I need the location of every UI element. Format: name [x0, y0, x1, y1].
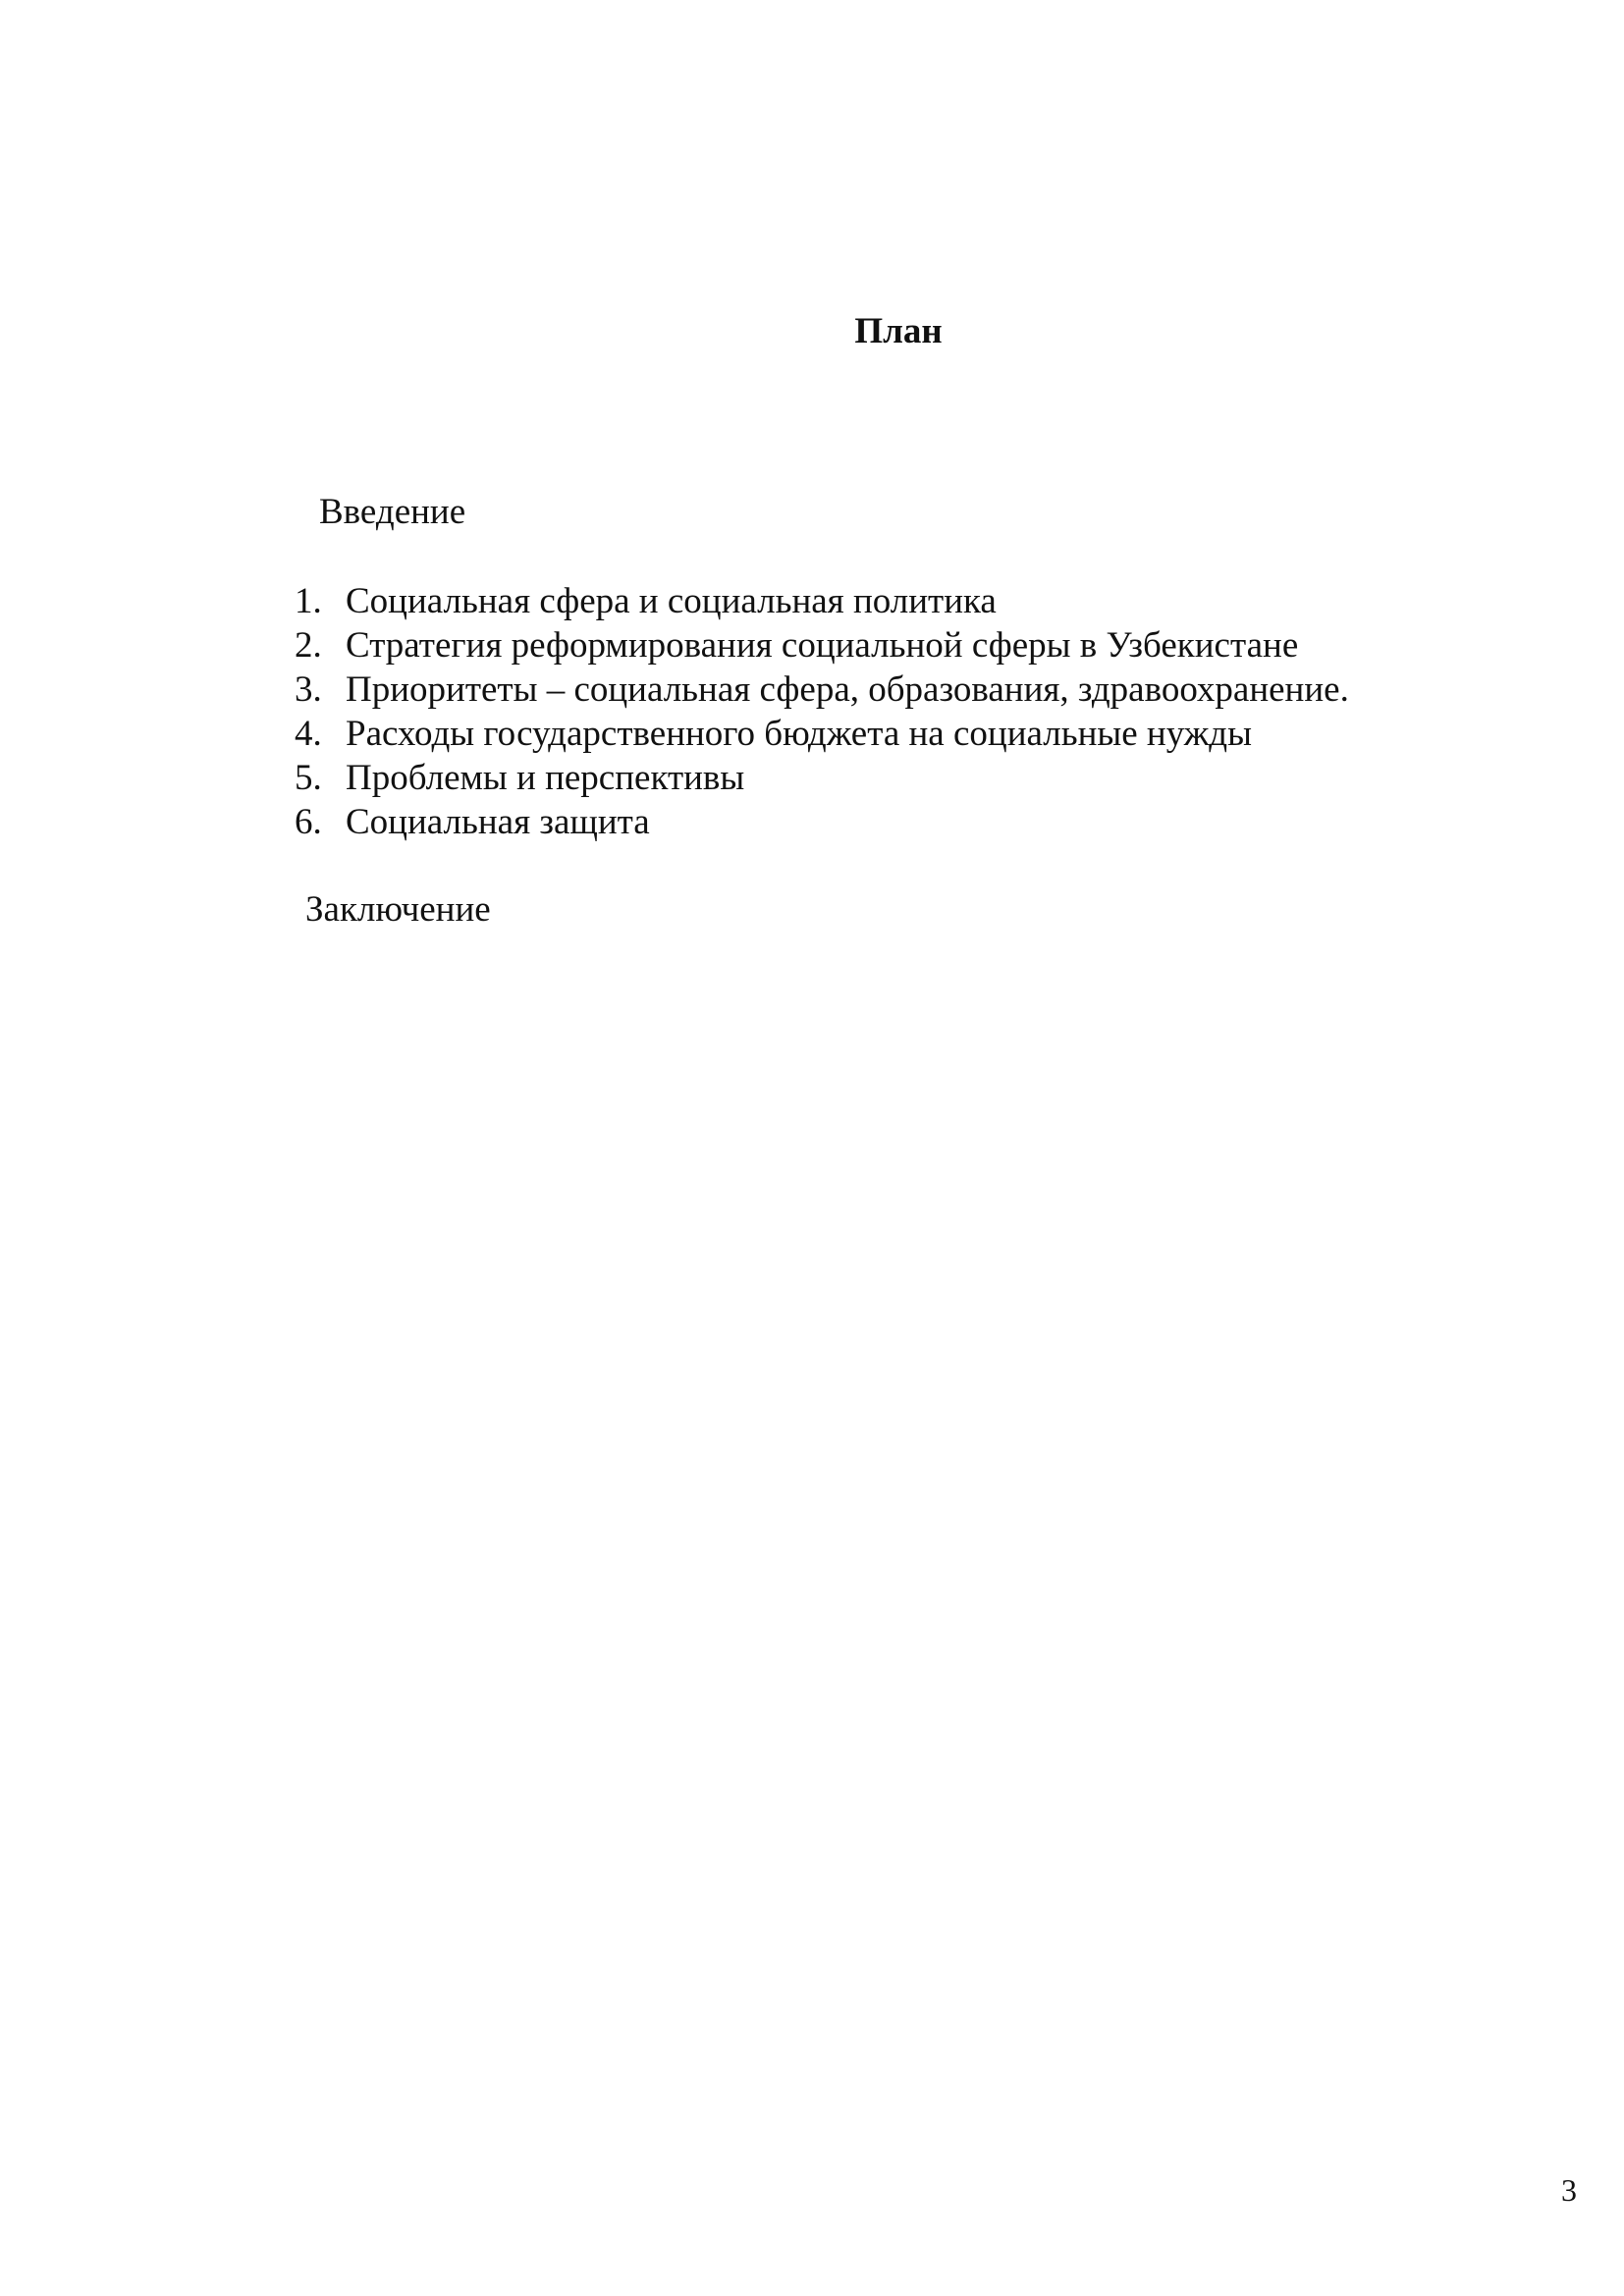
page-title: План [854, 311, 943, 351]
intro-heading: Введение [319, 492, 466, 532]
item-number: 1. [295, 581, 322, 621]
item-number: 3. [295, 669, 322, 710]
page-number: 3 [1561, 2172, 1577, 2208]
item-text: Социальная защита [346, 802, 650, 842]
item-text: Социальная сфера и социальная политика [346, 581, 997, 621]
plan-item [295, 756, 1349, 800]
item-text: Стратегия реформирования социальной сферы в Узбекистане [346, 625, 1299, 666]
item-text: Проблемы и перспективы [346, 758, 745, 798]
item-number: 4. [295, 714, 322, 754]
plan-item [295, 712, 1349, 756]
plan-item [295, 579, 1349, 623]
conclusion-heading: Заключение [305, 889, 491, 930]
plan-item [295, 800, 1349, 844]
plan-item [295, 667, 1349, 712]
item-number: 6. [295, 802, 322, 842]
plan-list [295, 579, 1349, 844]
plan-item [295, 623, 1349, 667]
item-number: 2. [295, 625, 322, 666]
item-text: Расходы государственного бюджета на социальные нужды [346, 714, 1252, 754]
item-number: 5. [295, 758, 322, 798]
item-text: Приоритеты – социальная сфера, образования, здравоохранение. [346, 669, 1349, 710]
